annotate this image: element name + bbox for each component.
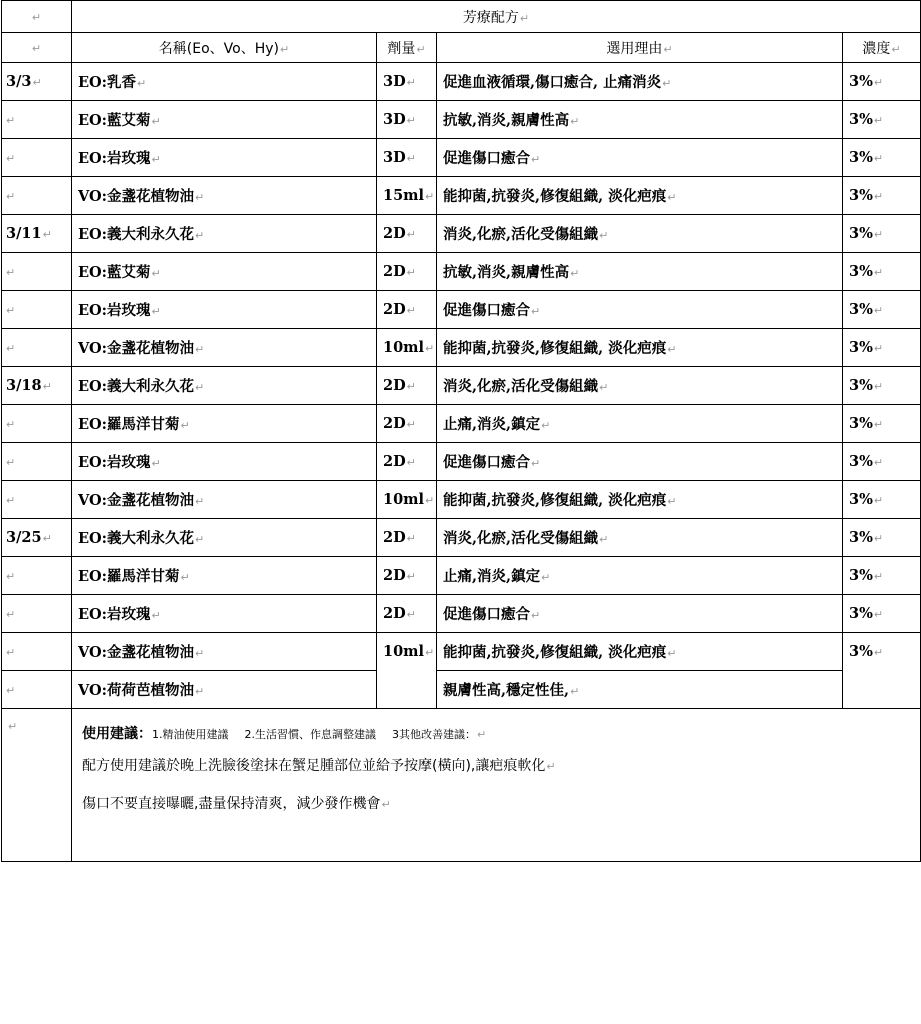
notes-line-2: 傷口不要直接曝曬,盡量保持清爽，減少發作機會↵	[82, 796, 391, 812]
dose-cell: 2D↵	[377, 443, 437, 481]
table-row	[2, 405, 921, 443]
header-row	[2, 33, 921, 63]
name-cell: EO:乳香↵	[72, 63, 377, 101]
date-cell: ↵	[2, 101, 72, 139]
date-cell: ↵	[2, 253, 72, 291]
table-row	[2, 595, 921, 633]
concentration-cell: 3%↵	[843, 253, 921, 291]
name-cell: EO:岩玫瑰↵	[72, 443, 377, 481]
dose-cell: 15ml↵	[377, 177, 437, 215]
dose-cell: 2D↵	[377, 291, 437, 329]
concentration-cell: 3%↵	[843, 595, 921, 633]
table-title: 芳療配方↵	[72, 1, 921, 33]
date-cell: ↵	[2, 481, 72, 519]
date-cell: 3/3↵	[2, 63, 72, 101]
date-cell: ↵	[2, 557, 72, 595]
dose-cell: 2D↵	[377, 253, 437, 291]
date-cell: ↵	[2, 671, 72, 709]
reason-cell: 促進傷口癒合↵	[437, 291, 843, 329]
dose-cell: 3D↵	[377, 139, 437, 177]
table-row	[2, 253, 921, 291]
concentration-cell: 3%↵	[843, 633, 921, 709]
date-cell: ↵	[2, 405, 72, 443]
reason-cell: 抗敏,消炎,親膚性高↵	[437, 101, 843, 139]
concentration-cell: 3%↵	[843, 63, 921, 101]
table-row	[2, 291, 921, 329]
notes-option-2: 2.生活習慣、作息調整建議	[244, 728, 376, 741]
date-cell: ↵	[2, 329, 72, 367]
header-name: 名稱(Eo、Vo、Hy)↵	[72, 33, 377, 63]
table-row	[2, 215, 921, 253]
name-cell: EO:義大利永久花↵	[72, 367, 377, 405]
reason-cell: 能抑菌,抗發炎,修復組織, 淡化疤痕↵	[437, 177, 843, 215]
table-row	[2, 101, 921, 139]
concentration-cell: 3%↵	[843, 557, 921, 595]
header-reason: 選用理由↵	[437, 33, 843, 63]
dose-cell: 2D↵	[377, 405, 437, 443]
concentration-cell: 3%↵	[843, 291, 921, 329]
date-cell: ↵	[2, 291, 72, 329]
concentration-cell: 3%↵	[843, 481, 921, 519]
reason-cell: 消炎,化瘀,活化受傷組織↵	[437, 367, 843, 405]
name-cell: EO:藍艾菊↵	[72, 253, 377, 291]
concentration-cell: 3%↵	[843, 215, 921, 253]
name-cell: EO:義大利永久花↵	[72, 519, 377, 557]
table-row	[2, 367, 921, 405]
name-cell: VO:金盞花植物油↵	[72, 329, 377, 367]
date-cell: 3/11↵	[2, 215, 72, 253]
table-row	[2, 671, 921, 709]
table-row	[2, 519, 921, 557]
notes-header-line: 使用建議：1.精油使用建議 2.生活習慣、作息調整建議 3其他改善建議：↵	[82, 726, 487, 742]
dose-cell: 3D↵	[377, 63, 437, 101]
notes-option-3: 3其他改善建議：	[392, 728, 476, 741]
title-row	[2, 1, 921, 33]
table-row	[2, 63, 921, 101]
dose-cell: 10ml↵	[377, 633, 437, 709]
concentration-cell: 3%↵	[843, 329, 921, 367]
dose-cell: 10ml↵	[377, 481, 437, 519]
aromatherapy-table	[1, 0, 921, 862]
notes-corner-cell: ↵	[2, 709, 72, 862]
reason-cell: 促進傷口癒合↵	[437, 139, 843, 177]
dose-cell: 3D↵	[377, 101, 437, 139]
dose-cell: 2D↵	[377, 595, 437, 633]
concentration-cell: 3%↵	[843, 101, 921, 139]
reason-cell: 能抑菌,抗發炎,修復組織, 淡化疤痕↵	[437, 633, 843, 671]
table-row	[2, 633, 921, 671]
table-row	[2, 139, 921, 177]
reason-cell: 消炎,化瘀,活化受傷組織↵	[437, 215, 843, 253]
reason-cell: 促進傷口癒合↵	[437, 595, 843, 633]
header-dose: 劑量↵	[377, 33, 437, 63]
table-row	[2, 443, 921, 481]
date-cell: ↵	[2, 139, 72, 177]
notes-cell	[72, 709, 921, 862]
reason-cell: 促進傷口癒合↵	[437, 443, 843, 481]
reason-cell: 止痛,消炎,鎮定↵	[437, 405, 843, 443]
corner-cell: ↵	[2, 1, 72, 33]
notes-line-1: 配方使用建議於晚上洗臉後塗抹在蟹足腫部位並給予按摩(橫向),讓疤痕軟化↵	[82, 758, 556, 774]
notes-row	[2, 709, 921, 862]
name-cell: EO:岩玫瑰↵	[72, 291, 377, 329]
table-row	[2, 329, 921, 367]
concentration-cell: 3%↵	[843, 367, 921, 405]
concentration-cell: 3%↵	[843, 443, 921, 481]
date-cell: 3/25↵	[2, 519, 72, 557]
dose-cell: 2D↵	[377, 519, 437, 557]
name-cell: VO:金盞花植物油↵	[72, 633, 377, 671]
name-cell: VO:荷荷芭植物油↵	[72, 671, 377, 709]
reason-cell: 止痛,消炎,鎮定↵	[437, 557, 843, 595]
reason-cell: 親膚性高,穩定性佳,↵	[437, 671, 843, 709]
header-concentration: 濃度↵	[843, 33, 921, 63]
dose-cell: 2D↵	[377, 557, 437, 595]
reason-cell: 能抑菌,抗發炎,修復組織, 淡化疤痕↵	[437, 329, 843, 367]
concentration-cell: 3%↵	[843, 405, 921, 443]
reason-cell: 抗敏,消炎,親膚性高↵	[437, 253, 843, 291]
date-cell: 3/18↵	[2, 367, 72, 405]
reason-cell: 消炎,化瘀,活化受傷組織↵	[437, 519, 843, 557]
dose-cell: 2D↵	[377, 215, 437, 253]
name-cell: EO:義大利永久花↵	[72, 215, 377, 253]
concentration-cell: 3%↵	[843, 177, 921, 215]
date-cell: ↵	[2, 177, 72, 215]
header-date: ↵	[2, 33, 72, 63]
date-cell: ↵	[2, 595, 72, 633]
name-cell: EO:岩玫瑰↵	[72, 139, 377, 177]
name-cell: EO:羅馬洋甘菊↵	[72, 557, 377, 595]
usage-notes	[72, 709, 920, 823]
table-row	[2, 481, 921, 519]
date-cell: ↵	[2, 633, 72, 671]
name-cell: VO:金盞花植物油↵	[72, 177, 377, 215]
notes-label: 使用建議：	[82, 726, 152, 742]
dose-cell: 10ml↵	[377, 329, 437, 367]
name-cell: VO:金盞花植物油↵	[72, 481, 377, 519]
date-cell: ↵	[2, 443, 72, 481]
name-cell: EO:藍艾菊↵	[72, 101, 377, 139]
table-row	[2, 557, 921, 595]
table-row	[2, 177, 921, 215]
dose-cell: 2D↵	[377, 367, 437, 405]
name-cell: EO:羅馬洋甘菊↵	[72, 405, 377, 443]
concentration-cell: 3%↵	[843, 139, 921, 177]
name-cell: EO:岩玫瑰↵	[72, 595, 377, 633]
reason-cell: 促進血液循環,傷口癒合, 止痛消炎↵	[437, 63, 843, 101]
concentration-cell: 3%↵	[843, 519, 921, 557]
notes-option-1: 1.精油使用建議	[152, 728, 229, 741]
reason-cell: 能抑菌,抗發炎,修復組織, 淡化疤痕↵	[437, 481, 843, 519]
